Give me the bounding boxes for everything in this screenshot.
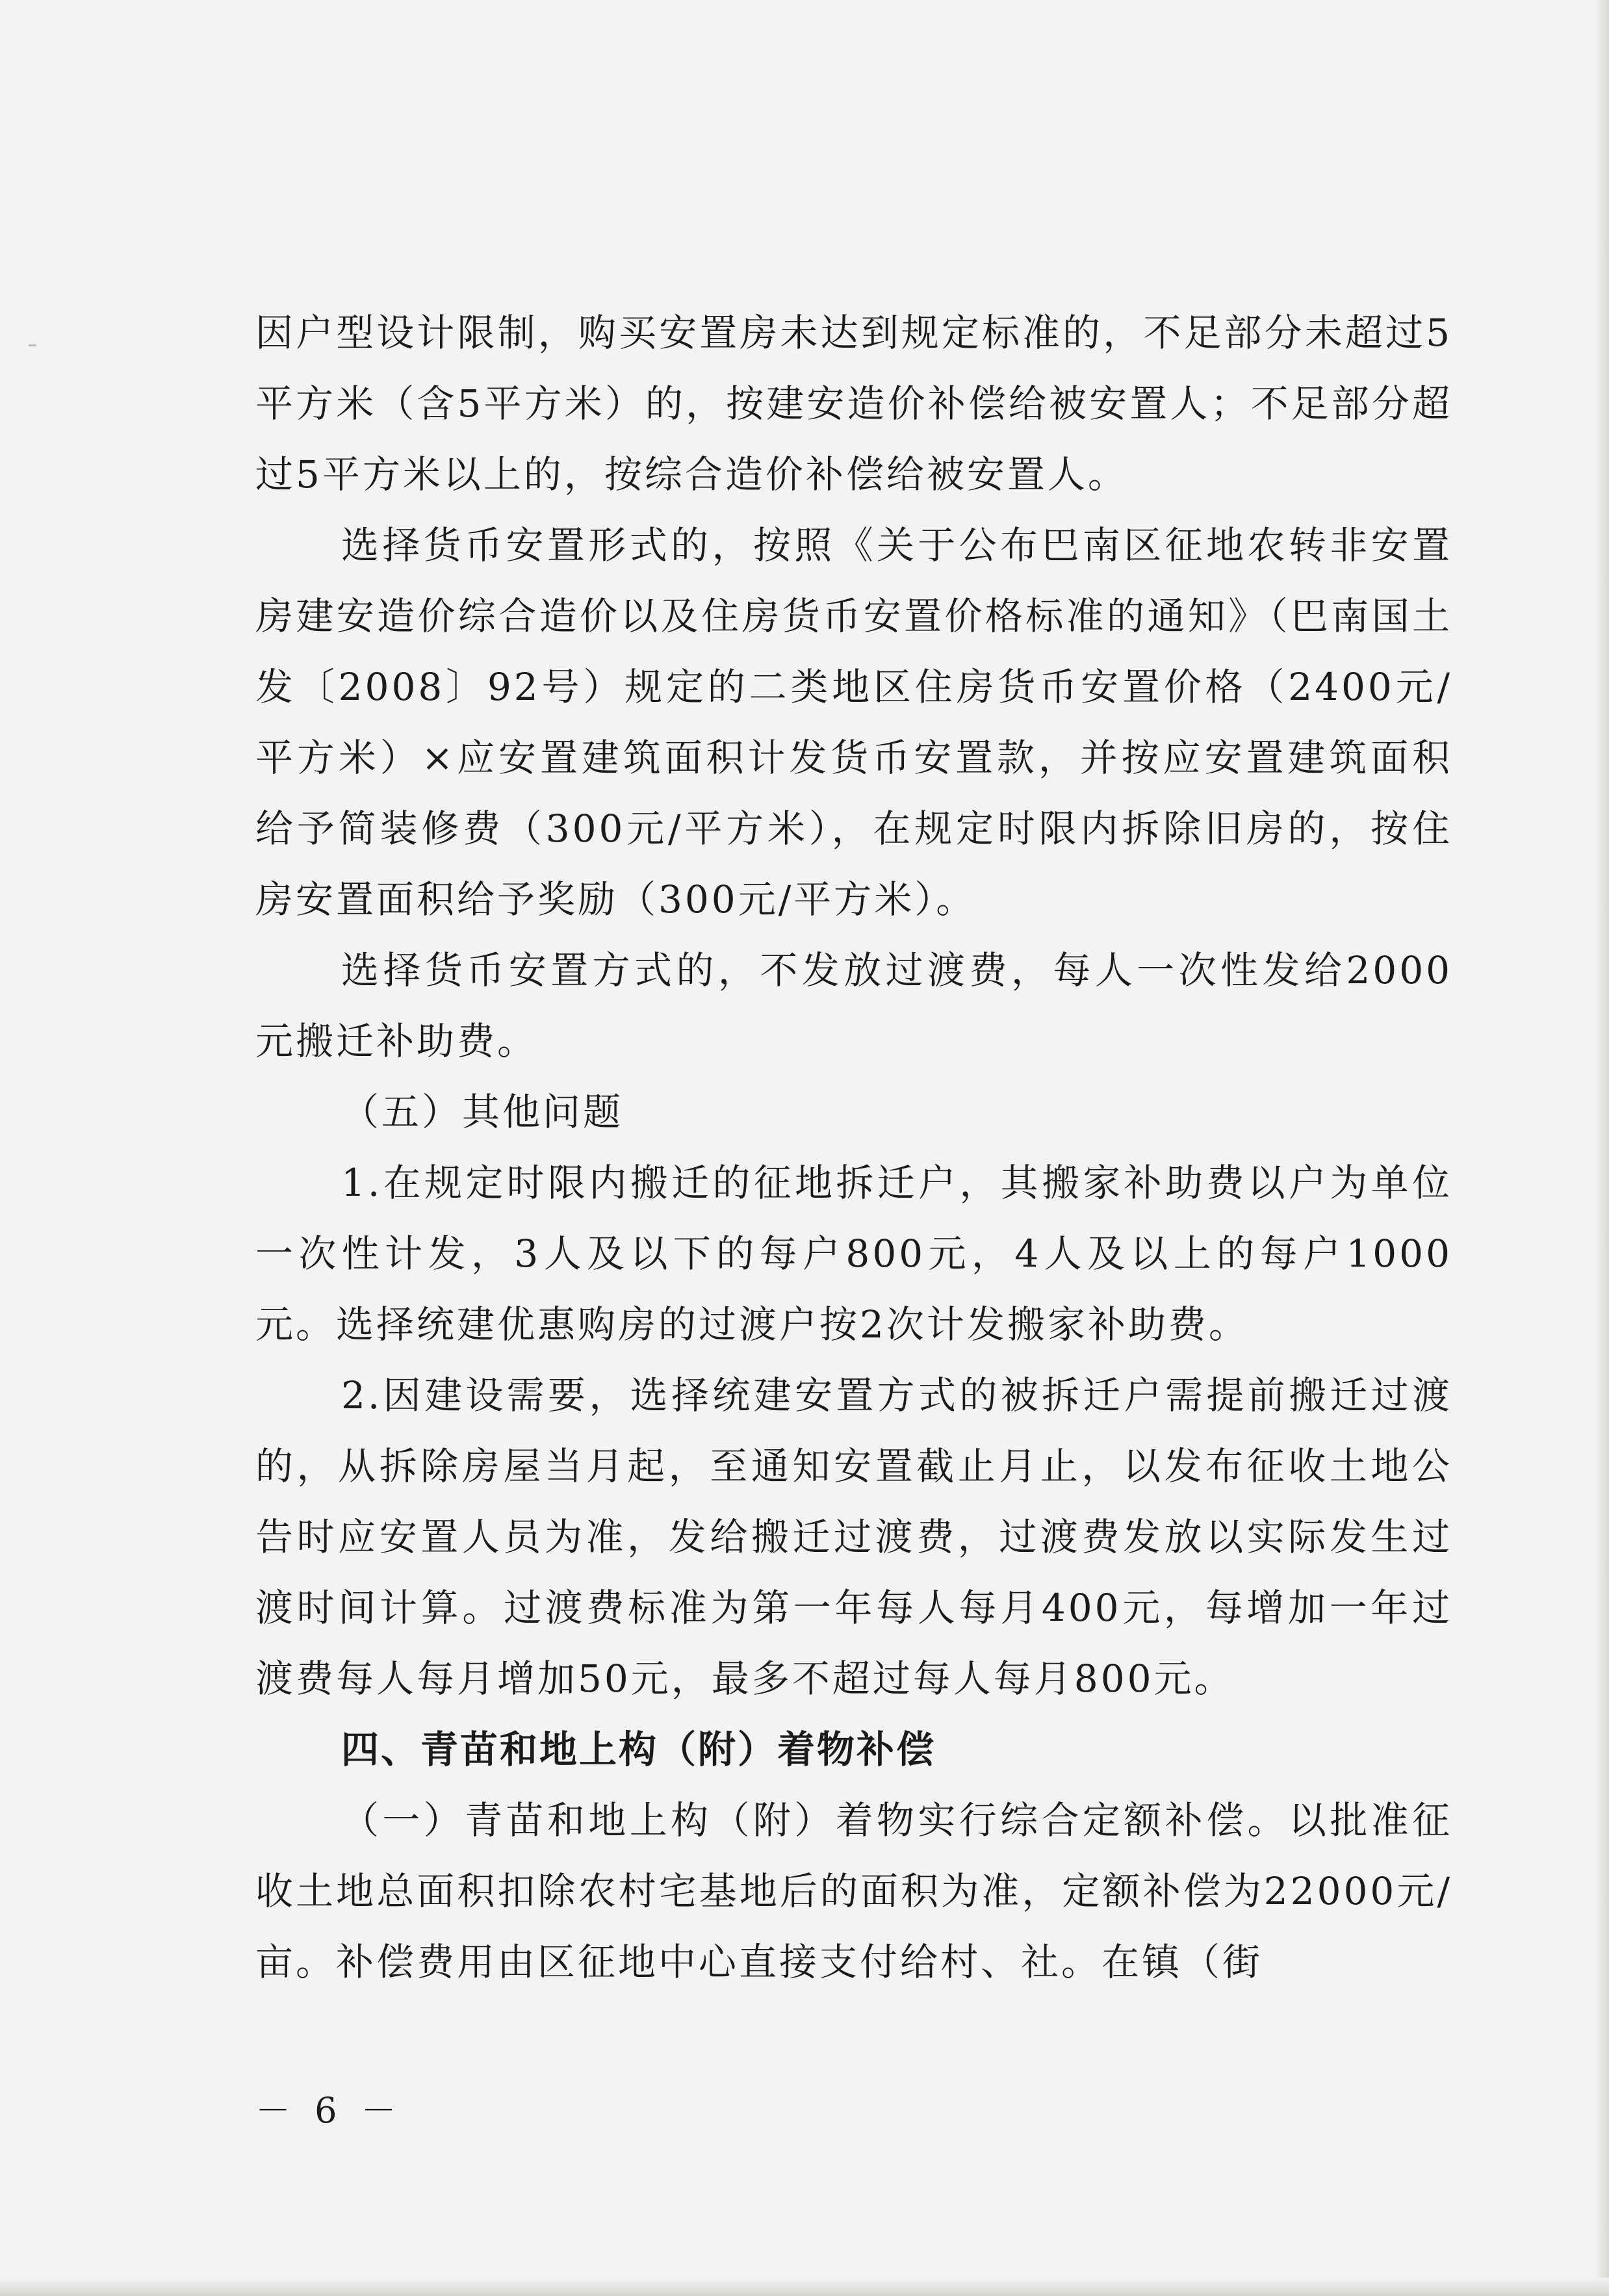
paragraph-fixed-compensation: （一）青苗和地上构（附）着物实行综合定额补偿。以批准征收土地总面积扣除农村宅基地后的面积为准，定额补偿为22000元/亩。补偿费用由区征地中心直接支付给村、社。在镇（街 <box>255 1798 1452 1984</box>
paragraph-relocation-subsidy: 选择货币安置方式的，不发放过渡费，每人一次性发给2000元搬迁补助费。 <box>255 948 1452 1063</box>
page-number: － 6 － <box>255 2090 403 2131</box>
scan-edge-bottom <box>0 2278 1609 2296</box>
section-heading-other-issues: （五）其他问题 <box>341 1090 624 1134</box>
scan-edge-right <box>1595 0 1609 2296</box>
paragraph-monetary-resettlement: 选择货币安置形式的，按照《关于公布巴南区征地农转非安置房建安造价综合造价以及住房货币安置价格标准的通知》（巴南国土发〔2008〕92号）规定的二类地区住房货币安置价格（2400元/平方米）×应安置建筑面积计发货币安置款，并按应安置建筑面积给予简装修费（300元/平方米），在规定时限内拆除旧房的，按住房安置面积给予奖励（300元/平方米）。 <box>255 523 1452 922</box>
scan-speck <box>29 344 36 346</box>
section-heading-crop-compensation: 四、青苗和地上构（附）着物补偿 <box>341 1727 936 1772</box>
page-body <box>255 298 1452 1998</box>
paragraph-transition-fee: 2.因建设需要，选择统建安置方式的被拆迁户需提前搬迁过渡的，从拆除房屋当月起，至通知安置截止月止，以发布征收土地公告时应安置人员为准，发给搬迁过渡费，过渡费发放以实际发生过渡时间计算。过渡费标准为第一年每人每月400元，每增加一年过渡费每人每月增加50元，最多不超过每人每月800元。 <box>255 1373 1452 1701</box>
paragraph-moving-subsidy: 1.在规定时限内搬迁的征地拆迁户，其搬家补助费以户为单位一次性计发，3人及以下的每户800元，4人及以上的每户1000元。选择统建优惠购房的过渡户按2次计发搬家补助费。 <box>255 1161 1452 1347</box>
paragraph-resettlement-shortfall: 因户型设计限制，购买安置房未达到规定标准的，不足部分未超过5平方米（含5平方米）的，按建安造价补偿给被安置人；不足部分超过5平方米以上的，按综合造价补偿给被安置人。 <box>255 311 1452 497</box>
